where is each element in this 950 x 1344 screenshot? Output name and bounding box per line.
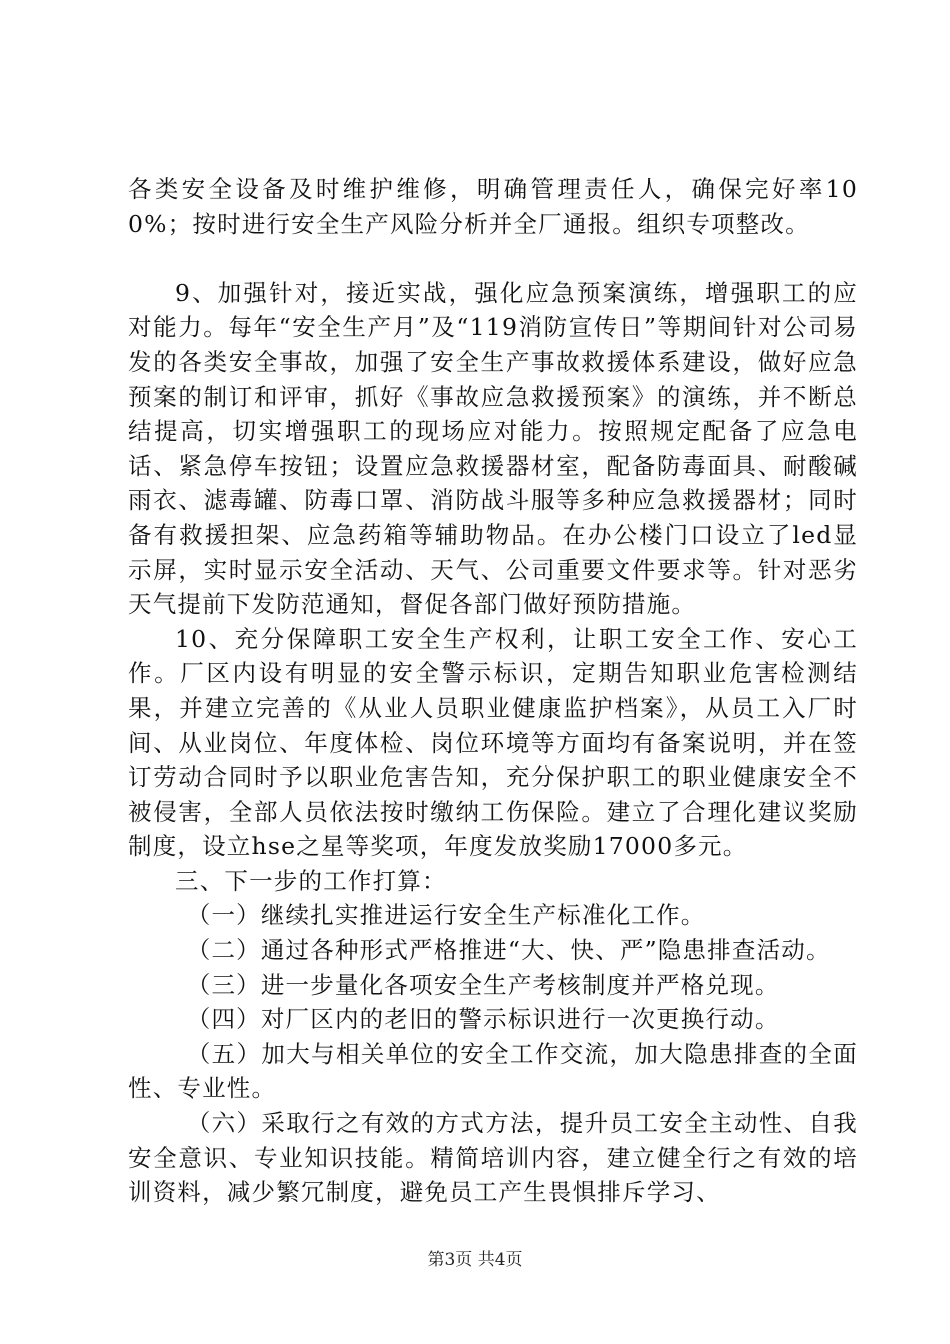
plan-item-2: （二）通过各种形式严格推进“大、快、严”隐患排查活动。 [186, 936, 831, 965]
paragraph-continuation: 各类安全设备及时维护维修，明确管理责任人，确保完好率100%；按时进行安全生产风险分析并全厂通报。组织专项整改。 [128, 175, 858, 238]
section-heading-next-steps: 三、下一步的工作打算： [175, 866, 447, 895]
plan-item-5: （五）加大与相关单位的安全工作交流，加大隐患排查的全面性、专业性。 [128, 1039, 858, 1103]
document-body [128, 172, 858, 1210]
paragraph-gap [128, 241, 858, 276]
plan-item-6: （六）采取行之有效的方式方法，提升员工安全主动性、自我安全意识、专业知识技能。精简培训内容，建立健全行之有效的培训资料，减少繁冗制度，避免员工产生畏惧排斥学习、 [128, 1109, 858, 1207]
page-footer [0, 1245, 950, 1270]
plan-item-1: （一）继续扎实推进运行安全生产标准化工作。 [186, 901, 706, 930]
plan-item-4: （四）对厂区内的老旧的警示标识进行一次更换行动。 [186, 1005, 780, 1034]
page-number-label: 第3页 共4页 [427, 1250, 523, 1270]
plan-item-3: （三）进一步量化各项安全生产考核制度并严格兑现。 [186, 970, 780, 999]
paragraph-item-10: 10、充分保障职工安全生产权利，让职工安全工作、安心工作。厂区内设有明显的安全警示标识，定期告知职业危害检测结果，并建立完善的《从业人员职业健康监护档案》，从员工入厂时间、从业岗位、年度体检、岗位环境等方面均有备案说明，并在签订劳动合同时予以职业危害告知，充分保护职工的职业健康安全不被侵害，全部人员依法按时缴纳工伤保险。建立了合理化建议奖励制度，设立hse之星等奖项，年度发放奖励17000多元。 [128, 624, 858, 861]
paragraph-item-9: 9、加强针对，接近实战，强化应急预案演练，增强职工的应对能力。每年“安全生产月”及“119消防宣传日”等期间针对公司易发的各类安全事故，加强了安全生产事故救援体系建设，做好应急预案的制订和评审，抓好《事故应急救援预案》的演练，并不断总结提高，切实增强职工的现场应对能力。按照规定配备了应急电话、紧急停车按钮；设置应急救援器材室，配备防毒面具、耐酸碱雨衣、滤毒罐、防毒口罩、消防战斗服等多种应急救援器材；同时备有救援担架、应急药箱等辅助物品。在办公楼门口设立了led显示屏，实时显示安全活动、天气、公司重要文件要求等。针对恶劣天气提前下发防范通知，督促各部门做好预防措施。 [128, 278, 858, 619]
